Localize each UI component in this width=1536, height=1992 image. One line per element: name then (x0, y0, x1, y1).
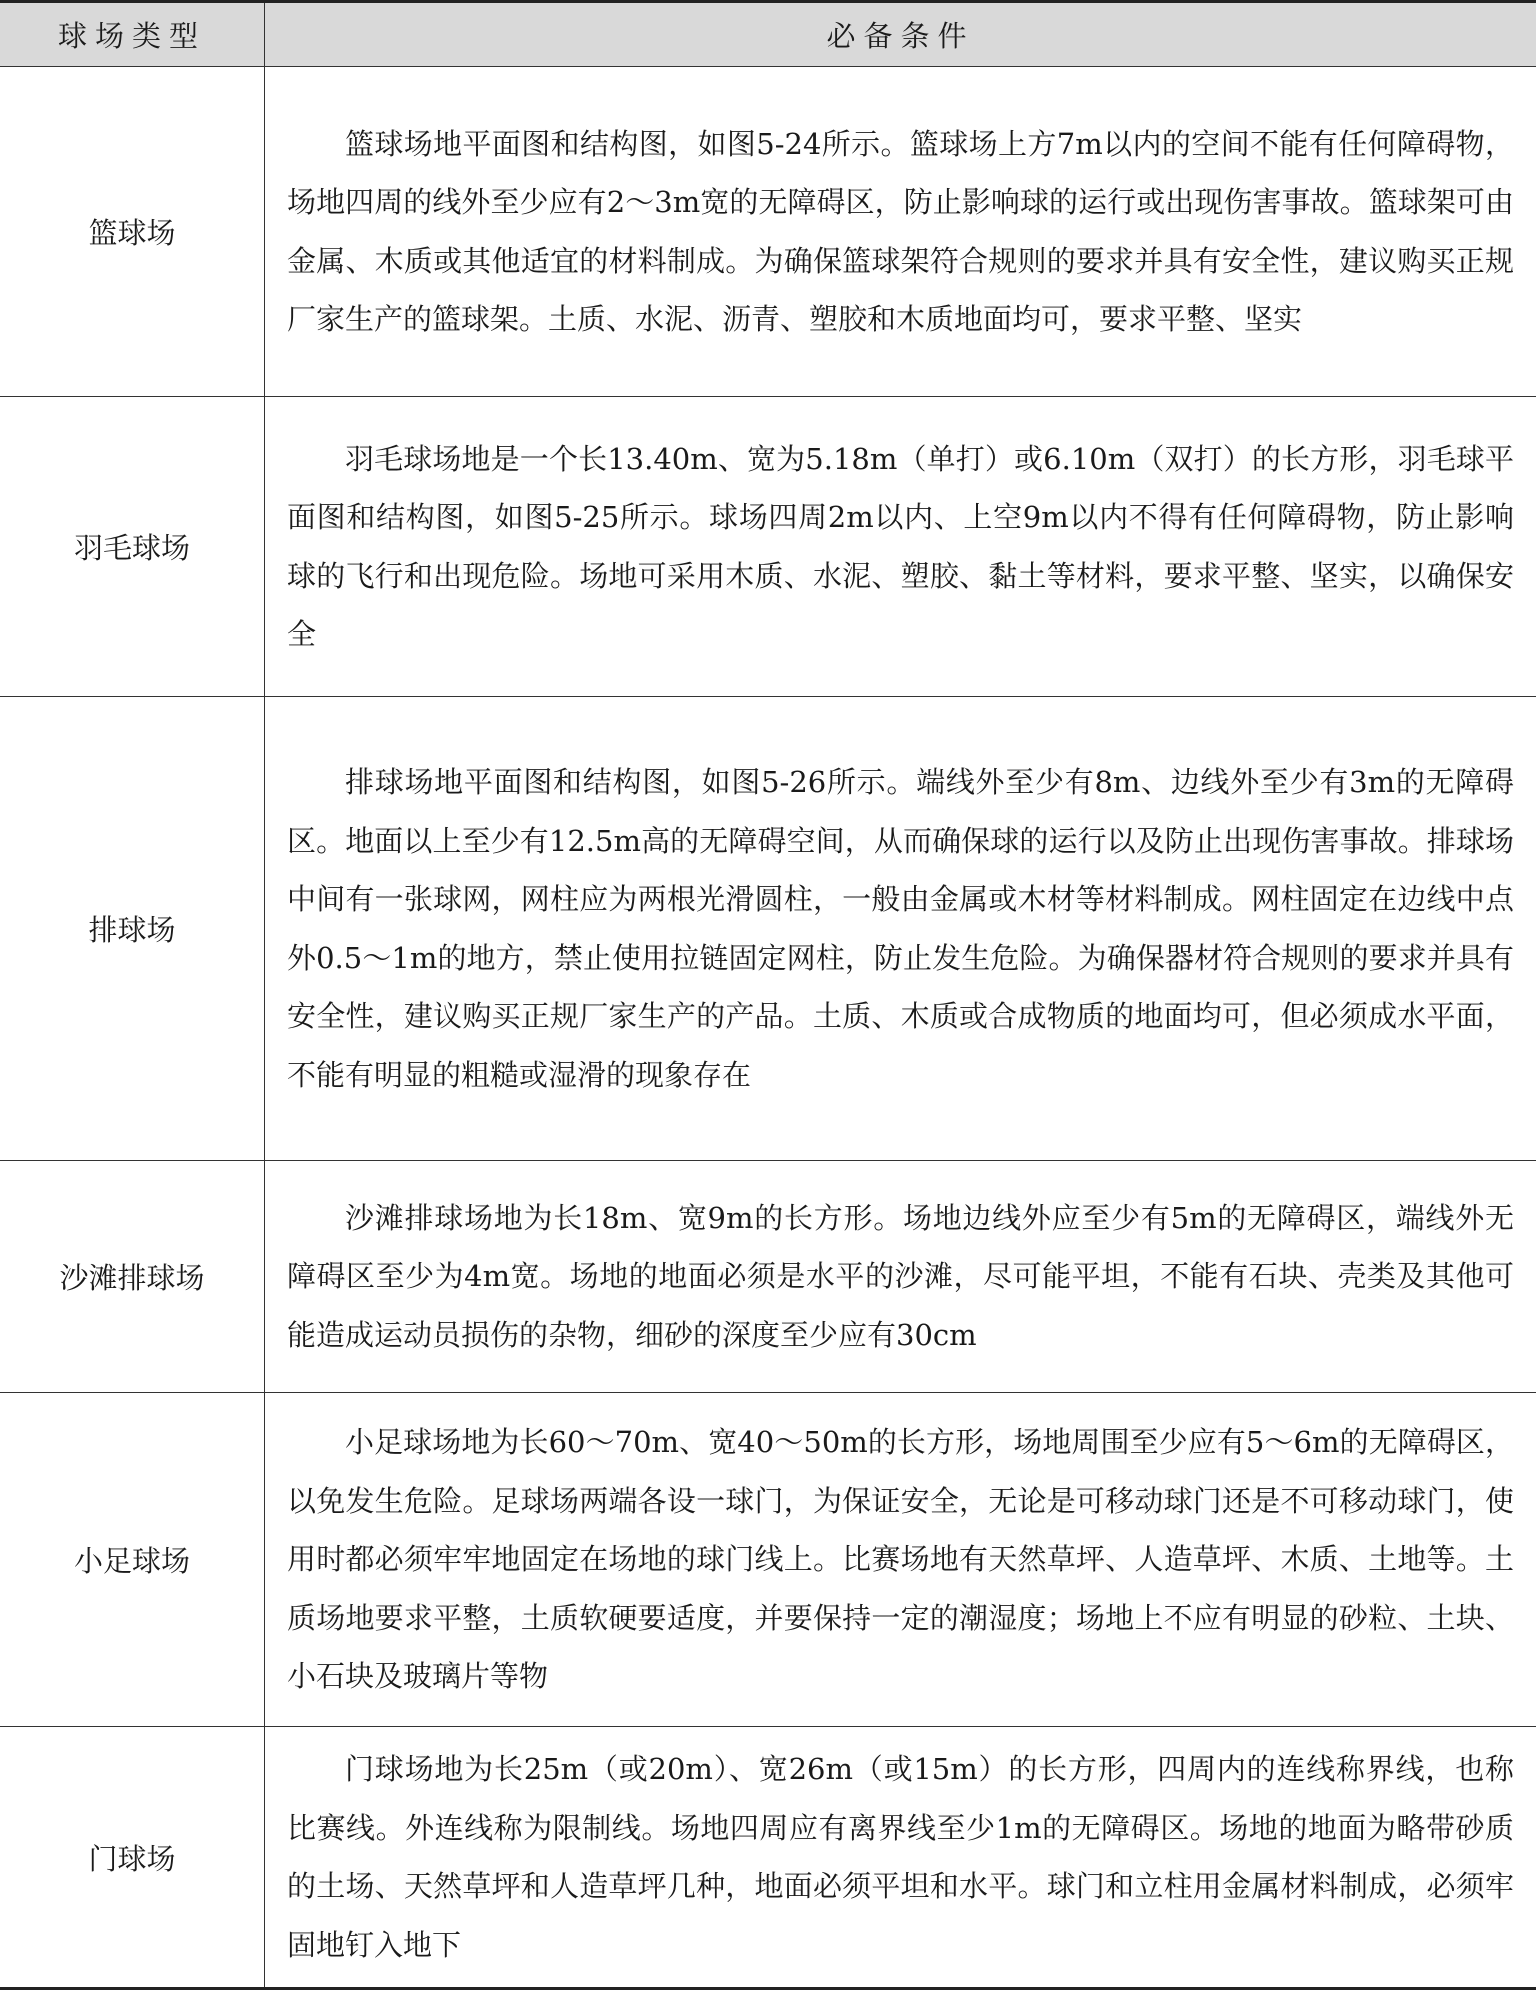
table-row (0, 1393, 1536, 1727)
header-court-type: 球场类型 (0, 3, 265, 66)
condition-text: 小足球场地为长60～70m、宽40～50m的长方形，场地周围至少应有5～6m的无障碍区，以免发生危险。足球场两端各设一球门，为保证安全，无论是可移动球门还是不可移动球门，使用时都必须牢牢地固定在场地的球门线上。比赛场地有天然草坪、人造草坪、木质、土地等。土质场地要求平整，土质软硬要适度，并要保持一定的潮湿度；场地上不应有明显的砂粒、土块、小石块及玻璃片等物 (287, 1425, 1514, 1694)
table-header-row (0, 3, 1536, 67)
condition-cell (265, 397, 1536, 696)
condition-text: 羽毛球场地是一个长13.40m、宽为5.18m（单打）或6.10m（双打）的长方形，羽毛球平面图和结构图，如图5-25所示。球场四周2m以内、上空9m以内不得有任何障碍物，防止影响球的飞行和出现危险。场地可采用木质、水泥、塑胶、黏土等材料，要求平整、坚实，以确保安全 (287, 441, 1514, 651)
condition-text: 沙滩排球场地为长18m、宽9m的长方形。场地边线外应至少有5m的无障碍区，端线外无障碍区至少为4m宽。场地的地面必须是水平的沙滩，尽可能平坦，不能有石块、壳类及其他可能造成运动员损伤的杂物，细砂的深度至少应有30cm (287, 1200, 1514, 1352)
table-row (0, 1161, 1536, 1393)
court-type-cell: 羽毛球场 (0, 397, 265, 696)
table-row (0, 697, 1536, 1161)
condition-cell (265, 1727, 1536, 1987)
condition-text: 篮球场地平面图和结构图，如图5-24所示。篮球场上方7m以内的空间不能有任何障碍物，场地四周的线外至少应有2～3m宽的无障碍区，防止影响球的运行或出现伤害事故。篮球架可由金属、木质或其他适宜的材料制成。为确保篮球架符合规则的要求并具有安全性，建议购买正规厂家生产的篮球架。土质、水泥、沥青、塑胶和木质地面均可，要求平整、坚实 (287, 126, 1514, 336)
table-row (0, 1727, 1536, 1987)
header-required-conditions: 必备条件 (826, 19, 975, 53)
court-type-cell: 篮球场 (0, 67, 265, 396)
condition-cell (265, 67, 1536, 396)
condition-cell (265, 1161, 1536, 1392)
table-row (0, 67, 1536, 397)
court-type-cell: 沙滩排球场 (0, 1161, 265, 1392)
condition-text: 排球场地平面图和结构图，如图5-26所示。端线外至少有8m、边线外至少有3m的无障碍区。地面以上至少有12.5m高的无障碍空间，从而确保球的运行以及防止出现伤害事故。排球场中间有一张球网，网柱应为两根光滑圆柱，一般由金属或木材等材料制成。网柱固定在边线中点外0.5～1m的地方，禁止使用拉链固定网柱，防止发生危险。为确保器材符合规则的要求并具有安全性，建议购买正规厂家生产的产品。土质、木质或合成物质的地面均可，但必须成水平面，不能有明显的粗糙或湿滑的现象存在 (287, 765, 1514, 1092)
court-type-cell: 门球场 (0, 1727, 265, 1987)
table-row (0, 397, 1536, 697)
court-type-cell: 小足球场 (0, 1393, 265, 1726)
court-type-cell: 排球场 (0, 697, 265, 1160)
condition-cell (265, 697, 1536, 1160)
condition-cell (265, 1393, 1536, 1726)
condition-text: 门球场地为长25m（或20m）、宽26m（或15m）的长方形，四周内的连线称界线，也称比赛线。外连线称为限制线。场地四周应有离界线至少1m的无障碍区。场地的地面为略带砂质的土场、天然草坪和人造草坪几种，地面必须平坦和水平。球门和立柱用金属材料制成，必须牢固地钉入地下 (287, 1752, 1514, 1962)
